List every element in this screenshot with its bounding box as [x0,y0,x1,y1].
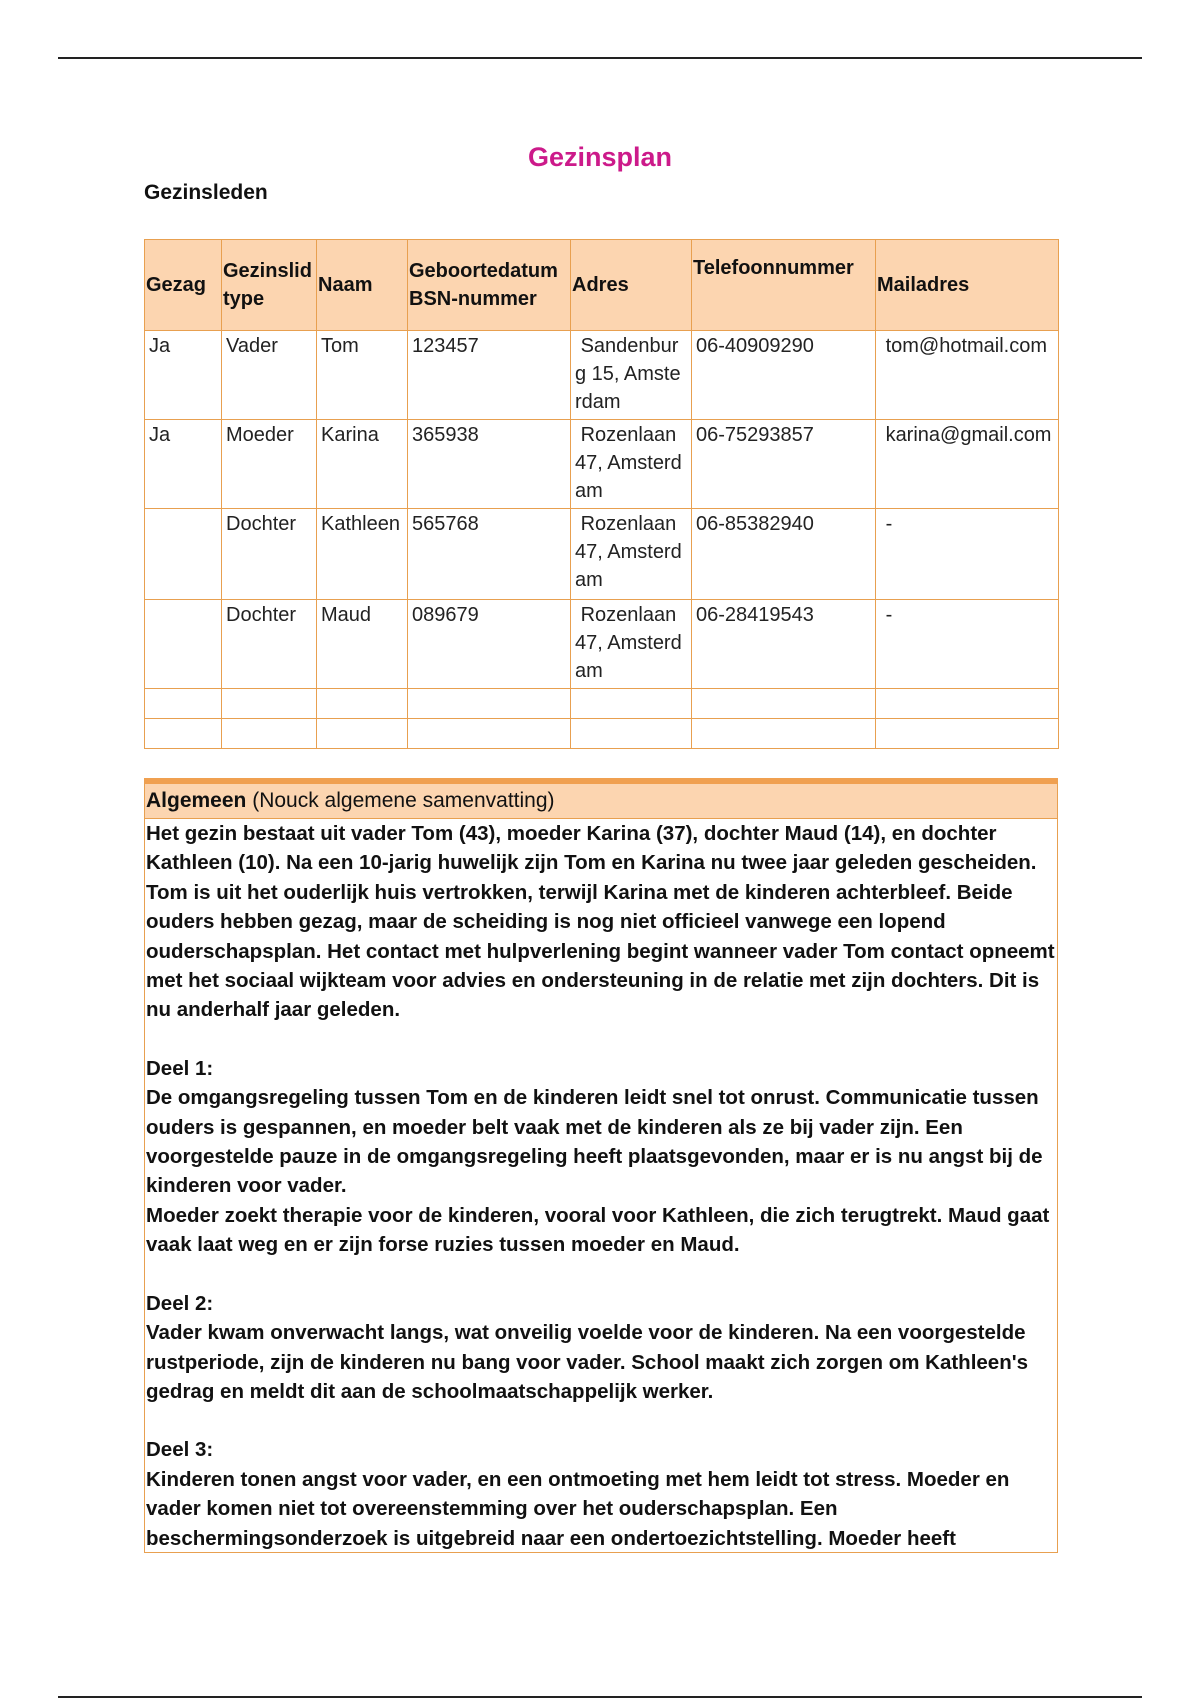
cell-adres: Rozenlaan 47, Amsterdam [571,420,692,509]
cell-adres: Rozenlaan 47, Amsterdam [571,600,692,689]
cell-mail: karina@gmail.com [876,420,1059,509]
document-title: Gezinsplan [527,142,673,172]
general-header [145,784,1057,819]
header-adres: Adres [571,240,692,331]
cell-bsn: 565768 [408,509,571,600]
table-row [145,331,1059,420]
cell-telefoon: 06-28419543 [692,600,876,689]
cell-adres: Rozenlaan 47, Amsterdam [571,509,692,600]
cell-naam: Tom [317,331,408,420]
family-members-table [144,239,1059,749]
cell-bsn: 123457 [408,331,571,420]
cell-naam: Maud [317,600,408,689]
cell-telefoon: 06-85382940 [692,509,876,600]
general-summary-box [144,778,1058,1553]
table-row [145,600,1059,689]
general-body [145,819,1057,1553]
header-telefoon: Telefoonnummer [692,240,876,331]
cell-telefoon: 06-40909290 [692,331,876,420]
intro-paragraph: Het gezin bestaat uit vader Tom (43), moeder Karina (37), dochter Maud (14), en dochter Kathleen (10). Na een 10-jarig huwelijk zijn Tom en Karina nu twee jaar geleden gescheiden. Tom is uit het ouderlijk huis vertrokken, terwijl Karina met de kinderen achterbleef. Beide ouders hebben gezag, maar de scheiding is nog niet officieel vanwege een lopend ouderschapsplan. Het contact met hulpverlening begint wanneer vader Tom contact opneemt met het sociaal wijkteam voor advies en ondersteuning in de relatie met zijn dochters. Dit is nu anderhalf jaar geleden. [146,822,1055,1022]
part1-paragraph-b: Moeder zoekt therapie voor de kinderen, vooral voor Kathleen, die zich terugtrekt. Maud gaat vaak laat weg en er zijn forse ruzies tussen moeder en Maud. [146,1203,1050,1257]
header-mail: Mailadres [876,240,1059,331]
cell-naam: Kathleen [317,509,408,600]
cell-mail: - [876,600,1059,689]
part2-title: Deel 2: [146,1291,214,1315]
empty-row [145,719,1059,749]
table-row [145,509,1059,600]
part2-paragraph: Vader kwam onverwacht langs, wat onveilig voelde voor de kinderen. Na een voorgestelde rustperiode, zijn de kinderen nu bang voor vader. School maakt zich zorgen om Kathleen's gedrag en meldt dit aan de schoolmaatschappelijk werker. [146,1321,1029,1403]
cell-type: Dochter [222,600,317,689]
section-title: Gezinsleden [144,181,268,204]
header-type: Gezinslid type [222,240,317,331]
part1-paragraph-a: De omgangsregeling tussen Tom en de kinderen leidt snel tot onrust. Communicatie tussen ouders is gespannen, en moeder belt vaak met de kinderen als ze bij vader zijn. Een voorgestelde pauze in de omgangsregeling heeft plaatsgevonden, maar er is nu angst bij de kinderen voor vader. [146,1086,1043,1198]
cell-telefoon: 06-75293857 [692,420,876,509]
cell-mail: tom@hotmail.com [876,331,1059,420]
cell-gezag: Ja [145,420,222,509]
header-geboortedatum-bsn [408,240,571,331]
cell-type: Dochter [222,509,317,600]
header-gezag: Gezag [145,240,222,331]
general-header-title: Algemeen [146,789,247,812]
cell-adres: Sandenburg 15, Amsterdam [571,331,692,420]
part3-title: Deel 3: [146,1438,214,1462]
top-rule [58,57,1142,59]
table-row [145,420,1059,509]
general-header-note: (Nouck algemene samenvatting) [246,789,555,812]
header-naam: Naam [317,240,408,331]
bottom-rule [58,1696,1142,1698]
cell-gezag [145,600,222,689]
cell-bsn: 365938 [408,420,571,509]
cell-mail: - [876,509,1059,600]
cell-gezag [145,509,222,600]
cell-naam: Karina [317,420,408,509]
cell-type: Vader [222,331,317,420]
empty-row [145,689,1059,719]
header-bsn: BSN-nummer [409,288,537,310]
cell-gezag: Ja [145,331,222,420]
header-geboortedatum: Geboortedatum [409,260,558,282]
cell-bsn: 089679 [408,600,571,689]
part1-title: Deel 1: [146,1056,214,1080]
table-header-row [145,240,1059,331]
cell-type: Moeder [222,420,317,509]
part3-paragraph: Kinderen tonen angst voor vader, en een ontmoeting met hem leidt tot stress. Moeder en vader komen niet tot overeenstemming over het ouderschapsplan. Een beschermingsonderzoek is uitgebreid naar een ondertoezichtstelling. Moeder heeft [146,1467,1010,1550]
